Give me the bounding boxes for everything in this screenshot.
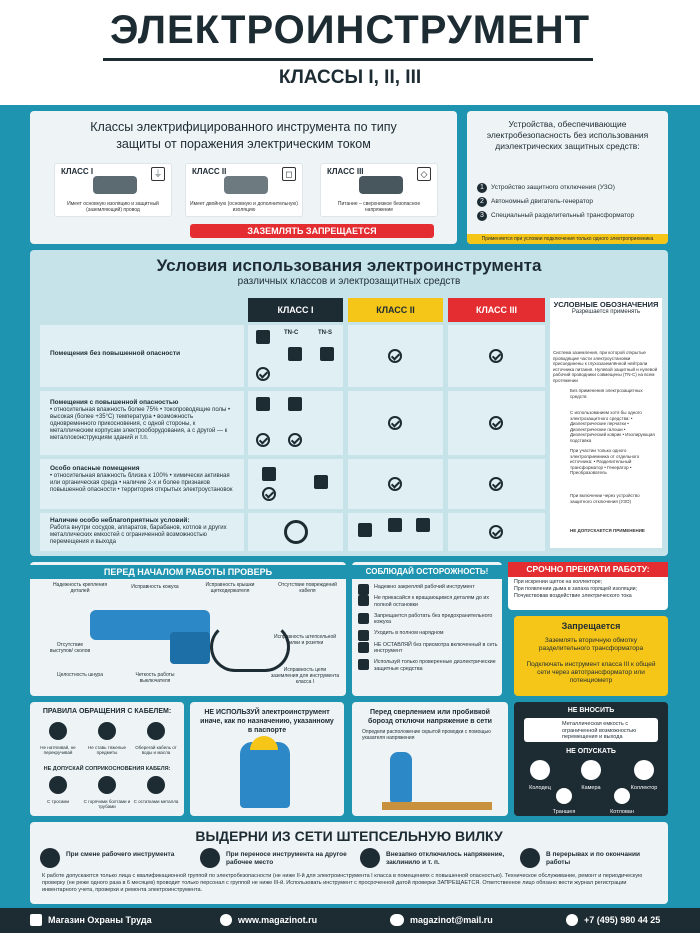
check-icon — [256, 433, 270, 447]
device-item: 2 Автономный двигатель-генератор — [477, 195, 663, 209]
row-2-label: Помещения с повышенной опасностью • относительная влажность более 75% • токопроводящие полы • высокая (более +35°С) температура • возможность одновременного прикосновения, с одной стороны, к металлическим корпусам электрооборудования, а с другой — к металлоконструкциям зданий и т.п. — [40, 391, 244, 455]
check-label: Исправность крышки щеткодержателя — [205, 582, 255, 594]
forbidden-title: Запрещается — [561, 621, 621, 631]
check-label: Отсутствие выступов/ сколов — [49, 642, 91, 654]
footer-brand: Магазин Охраны Труда — [48, 915, 152, 925]
phone-icon — [566, 914, 578, 926]
check-title: ПЕРЕД НАЧАЛОМ РАБОТЫ ПРОВЕРЬ — [30, 565, 346, 579]
purpose-title: НЕ ИСПОЛЬЗУЙ электроинструмент иначе, как по назначению, указанному в паспорте — [200, 709, 334, 734]
noput-title: НЕ ВНОСИТЬ — [567, 707, 615, 714]
stop-title: СРОЧНО ПРЕКРАТИ РАБОТУ: — [508, 562, 668, 577]
noput-item: Колодец — [522, 760, 558, 791]
worker-illustration — [240, 742, 290, 808]
check-icon — [388, 349, 402, 363]
class-3-desc: Питание – сверхнизкое безопасное напряжение — [337, 201, 421, 213]
ground-icon: ⏚ — [151, 167, 165, 181]
unplug-item: Внезапно отключилось напряжение, заклинило и т. п. — [360, 848, 520, 870]
legend-item: С использованием хотя бы одного электрозащитного средства: • Диэлектрические перчатки • Диэлектрические галоши • Диэлектрический коврик • Изолирующая подставка — [570, 410, 655, 443]
caution-item: Запрещается работать без предохранительного кожуха — [358, 613, 498, 626]
check-icon — [489, 416, 503, 430]
device-item: 1 Устройство защитного отключения (УЗО) — [477, 181, 663, 195]
footer — [0, 908, 700, 933]
transformer-icon — [262, 467, 276, 481]
noput-items — [518, 760, 664, 815]
classes-title: Классы электрифицированного инструмента по типу защиты от поражения электрическим током — [90, 120, 397, 151]
globe-icon — [220, 914, 232, 926]
check-icon — [489, 349, 503, 363]
cordless-drill-icon — [359, 176, 403, 194]
tool-handle — [170, 632, 210, 664]
unplug-title: ВЫДЕРНИ ИЗ СЕТИ ШТЕПСЕЛЬНУЮ ВИЛКУ — [195, 828, 503, 844]
class-3-label: КЛАСС III — [327, 167, 364, 176]
footer-email[interactable]: magazinot@mail.ru — [410, 915, 493, 925]
cable-items — [34, 722, 180, 762]
caution-item: Используй только проверенные диэлектрические защитные средства — [358, 659, 498, 672]
row-1-label: Помещения без повышенной опасности — [40, 325, 244, 387]
noput-item: Котлован — [602, 788, 642, 815]
no-grounding-banner: ЗАЗЕМЛЯТЬ ЗАПРЕЩАЕТСЯ — [190, 224, 434, 238]
conditions-title: Условия использования электроинструмента — [156, 256, 542, 275]
drilling-text: Определи расположение скрытой проводки с помощью указателя напряжения — [362, 729, 491, 741]
glove-icon — [288, 347, 302, 361]
class-2-card — [185, 163, 303, 217]
legend-item: НЕ ДОПУСКАЕТСЯ ПРИМЕНЕНИЕ — [570, 528, 645, 533]
legend-title: УСЛОВНЫЕ ОБОЗНАЧЕНИЯ — [553, 300, 659, 309]
stop-item: Почувствовав воздействие электрического тока — [514, 593, 632, 599]
device-item: 3 Специальный разделительный трансформатор — [477, 209, 663, 223]
footer-phone[interactable]: +7 (495) 980 44 25 — [584, 915, 661, 925]
cell — [448, 391, 545, 455]
unplug-items — [40, 848, 660, 870]
uzo-icon — [288, 397, 302, 411]
check-icon — [388, 477, 402, 491]
noput-item: Коллектор — [624, 760, 664, 791]
row-4-label: Наличие особо неблагоприятных условий: Работа внутри сосудов, аппаратов, барабанов, котлов и других металлических емкостей с ограниченной возможностью перемещения и выхода — [40, 513, 244, 551]
unplug-item: При переносе инструмента на другое рабочее место — [200, 848, 360, 870]
class-1-card — [54, 163, 172, 217]
transformer-icon — [388, 518, 402, 532]
check-icon — [288, 433, 302, 447]
class-2-label: КЛАСС II — [192, 167, 227, 176]
diamond-icon: ◇ — [417, 167, 431, 181]
purpose-panel — [190, 702, 344, 816]
double-square-icon: ◻ — [282, 167, 296, 181]
glove-icon — [320, 347, 334, 361]
stop-item: При появлении дыма в запаха горящей изоляции; — [514, 586, 638, 592]
noput-title-2: НЕ ОПУСКАТЬ — [566, 748, 616, 755]
conditions-panel — [30, 250, 668, 556]
grinder-icon — [224, 176, 268, 194]
stop-list — [508, 577, 668, 602]
check-label: Целостность шнура — [57, 672, 103, 678]
cable-drawing — [210, 622, 290, 672]
devices-panel — [467, 111, 668, 244]
brand-logo-icon — [30, 914, 42, 926]
devices-list — [477, 181, 663, 223]
title-underline — [103, 58, 593, 61]
legend-item: При участии только одного электроприемника от отдельного источника: • Разделительный трансформатор • Генератор • Преобразователь — [570, 448, 640, 475]
noput-text: Металлическая емкость с ограниченной возможностью перемещения и выхода — [524, 718, 658, 742]
cable-title: ПРАВИЛА ОБРАЩЕНИЯ С КАБЕЛЕМ: — [42, 708, 172, 715]
caution-title: СОБЛЮДАЙ ОСТОРОЖНОСТЬ! — [352, 565, 502, 579]
drill-icon — [93, 176, 137, 194]
stop-panel — [508, 562, 668, 610]
tn-s-label: TN-S — [318, 330, 332, 336]
noput-panel — [514, 702, 668, 816]
cable-sub-items — [34, 776, 180, 814]
drilling-title: Перед сверлением или пробивкой борозд отключи напряжение в сети — [368, 709, 492, 725]
devices-title: Устройства, обеспечивающие электробезопасность без использования диэлектрических защитных средств: — [486, 119, 649, 151]
legend-box — [550, 298, 662, 548]
check-icon — [489, 525, 503, 539]
unplug-item: В перерывах и по окончании работы — [520, 848, 660, 870]
col-class-1: КЛАСС I — [248, 298, 343, 322]
legend-item: При включении через устройство защитного отключения (УЗО) — [570, 493, 640, 504]
unplug-note: К работе допускаются только лица с квалификационной группой по электробезопасности (не ниже II-й для электроинструмента I класса в помещениях с повышенной опасностью). Техническое обслуживание, ремонт и периодическую проверку (не реже одного раза в 6 месяцев) проводит только персонал с группой не ниже III-й. Использовать инструмент с просроченной датой проверки ЗАПРЕЩАЕТСЯ. Ответственное лицо обязано вести журнал регистрации инвентарного учета, проверки и ремонта электроинструмента. — [42, 873, 643, 893]
cell — [448, 513, 545, 551]
unplug-item: При смене рабочего инструмента — [40, 848, 190, 870]
cell — [348, 391, 443, 455]
cable-panel — [30, 702, 184, 816]
check-label: Отсутствие повреждений кабеля — [278, 582, 337, 594]
cable-item: Не натягивай, не перекручивай — [34, 722, 82, 755]
forbidden-text-1: Заземлять вторичную обмотку разделительного трансформатора — [538, 637, 644, 652]
conditions-subtitle: различных классов и электрозащитных средств — [237, 276, 461, 287]
transformer-icon — [256, 397, 270, 411]
worker-illustration — [390, 752, 412, 802]
check-panel — [30, 562, 346, 696]
caution-item: НЕ ОСТАВЛЯЙ без присмотра включенный в сеть инструмент — [358, 642, 498, 655]
cable-sub-item: С остатками металла — [132, 776, 180, 804]
caution-item: Уходить в полном нарядном — [358, 630, 498, 636]
devices-note: Применяется при условии подключения только одного электроприемника — [467, 234, 668, 244]
transformer-icon — [256, 330, 270, 344]
caution-list — [358, 584, 498, 672]
glove-icon — [314, 475, 328, 489]
classes-panel — [30, 111, 457, 244]
caution-item: Не прикасайся к вращающимся деталям до их полной остановки — [358, 595, 498, 608]
col-class-3: КЛАСС III — [448, 298, 545, 322]
noput-item: Траншея — [546, 788, 582, 815]
check-icon — [489, 477, 503, 491]
footer-site[interactable]: www.magazinot.ru — [238, 915, 318, 925]
check-label: Исправность кожуха — [131, 584, 179, 590]
check-icon — [262, 487, 276, 501]
poster-title: ЭЛЕКТРОИНСТРУМЕНТ — [109, 8, 591, 52]
class-3-card — [320, 163, 438, 217]
legend-item: Без применения электрозащитных средств — [570, 388, 643, 399]
cell — [348, 325, 443, 387]
check-label: Четкость работы выключателя — [135, 672, 175, 684]
cell — [348, 459, 443, 509]
poster-subtitle: КЛАССЫ I, II, III — [278, 67, 422, 88]
drilling-panel — [352, 702, 508, 816]
stop-item: При искрении щеток на коллекторе; — [514, 579, 603, 585]
cable-sub-title: НЕ ДОПУСКАЙ СОПРИКОСНОВЕНИЯ КАБЕЛЯ: — [43, 766, 171, 772]
check-icon — [256, 367, 270, 381]
row-3-label: Особо опасные помещения • относительная влажность близка к 100% • химически активная или органическая среда • наличие 2-х и более признаков повышенной опасности • территория открытых электроустановок — [40, 459, 244, 509]
check-label: Исправность цепи заземления для инструмента класса I — [270, 667, 340, 685]
cell — [448, 325, 545, 387]
cable-item: Не ставь тяжелые предметы — [83, 722, 131, 755]
cable-sub-item: С горячими болтами и трубами — [83, 776, 131, 809]
legend-subtitle: Разрешается применять — [571, 309, 641, 315]
check-icon — [388, 416, 402, 430]
caution-item: Надежно закрепляй рабочий инструмент — [358, 584, 498, 590]
forbidden-text-2: Подключать инструмент класса III к общей сети через автотрансформатор или потенциометр — [526, 661, 656, 684]
wall-illustration — [382, 802, 492, 810]
forbidden-panel — [514, 616, 668, 696]
caution-panel — [352, 562, 502, 696]
cell — [348, 513, 443, 551]
cell — [248, 513, 343, 551]
noput-item: Камера — [573, 760, 609, 791]
helmet-icon — [250, 736, 278, 750]
cable-item: Оберегай кабель от воды и масла — [132, 722, 180, 755]
tn-c-label: TN-C — [284, 330, 299, 336]
unplug-panel — [30, 822, 668, 904]
check-label: Надежность крепления деталей — [52, 582, 108, 594]
cell — [448, 459, 545, 509]
class-2-desc: Имеет двойную (основную и дополнительную) изоляцию — [190, 201, 298, 213]
prohibited-icon — [284, 520, 308, 544]
check-label: Исправность штепсельной вилки и розетки — [273, 634, 337, 646]
poster-header — [0, 0, 700, 105]
legend-item: Система заземления, при которой открытые проводящие части электроустановки присоединены к глухозаземлённой нейтрали источника питания. Нулевой защитный и нулевой рабочий проводники совмещены (TN-C) на всем протяжении — [553, 350, 658, 383]
col-class-2: КЛАСС II — [348, 298, 443, 322]
class-1-desc: Имеет основную изоляцию и защитный (заземляющий) провод — [67, 201, 159, 213]
uzo-icon — [416, 518, 430, 532]
glove-icon — [358, 523, 372, 537]
cable-sub-item: С тросами — [34, 776, 82, 804]
mail-icon — [390, 914, 404, 926]
class-1-label: КЛАСС I — [61, 167, 94, 176]
